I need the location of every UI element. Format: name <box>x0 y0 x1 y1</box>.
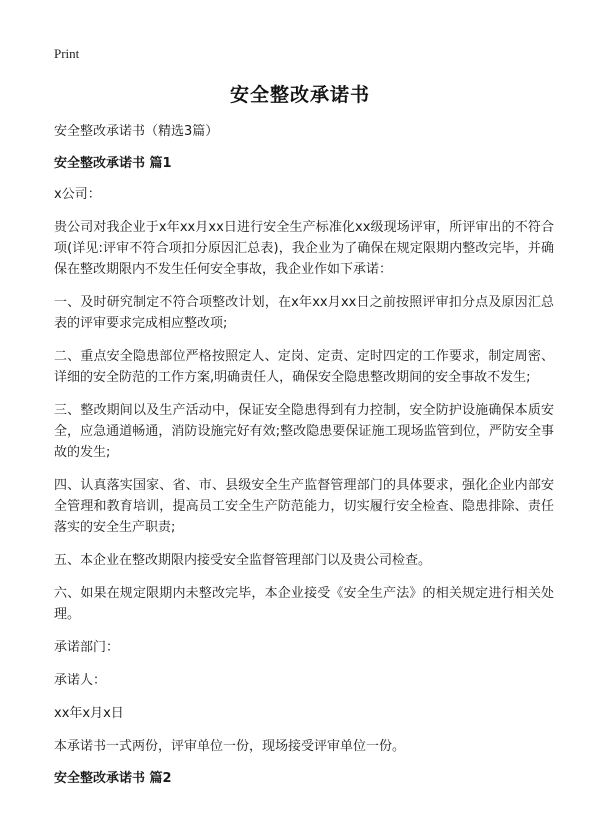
intro-paragraph: 贵公司对我企业于x年xx月xx日进行安全生产标准化xx级现场评审，所评审出的不符合项(详见:评审不符合项扣分原因汇总表)，我企业为了确保在规定限期内整改完毕，并确保在整改期限内不发生任何安全事故，我企业作如下承诺： <box>54 220 554 277</box>
section-heading-2: 安全整改承诺书 篇2 <box>54 771 172 786</box>
committing-department: 承诺部门： <box>54 640 120 655</box>
commitment-item-5: 五、本企业在整改期限内接受安全监督管理部门以及贵公司检查。 <box>54 553 432 568</box>
section-heading-1: 安全整改承诺书 篇1 <box>54 156 172 171</box>
document-title: 安全整改承诺书 <box>229 84 370 106</box>
signature-date: xx年x月x日 <box>54 706 124 721</box>
copies-note: 本承诺书一式两份，评审单位一份，现场接受评审单位一份。 <box>54 739 406 754</box>
salutation: x公司： <box>54 187 101 202</box>
document-subtitle: 安全整改承诺书（精选3篇） <box>54 124 219 139</box>
commitment-item-1: 一、及时研究制定不符合项整改计划，在x年xx月xx日之前按照评审扣分点及原因汇总表的评审要求完成相应整改项; <box>54 295 554 331</box>
print-link[interactable]: Print <box>54 46 80 61</box>
committing-person: 承诺人： <box>54 673 107 688</box>
commitment-item-6: 六、如果在规定限期内未整改完毕，本企业接受《安全生产法》的相关规定进行相关处理。 <box>54 586 554 622</box>
commitment-item-2: 二、重点安全隐患部位严格按照定人、定岗、定责、定时四定的工作要求，制定周密、详细的安全防范的工作方案,明确责任人，确保安全隐患整改期间的安全事故不发生; <box>54 349 554 385</box>
commitment-item-4: 四、认真落实国家、省、市、县级安全生产监督管理部门的具体要求，强化企业内部安全管理和教育培训，提高员工安全生产防范能力，切实履行安全检查、隐患排除、责任落实的安全生产职责; <box>54 478 554 535</box>
document-body <box>54 122 554 799</box>
commitment-item-3: 三、整改期间以及生产活动中，保证安全隐患得到有力控制，安全防护设施确保本质安全，应急通道畅通，消防设施完好有效;整改隐患要保证施工现场监管到位，严防安全事故的发生; <box>54 403 554 460</box>
